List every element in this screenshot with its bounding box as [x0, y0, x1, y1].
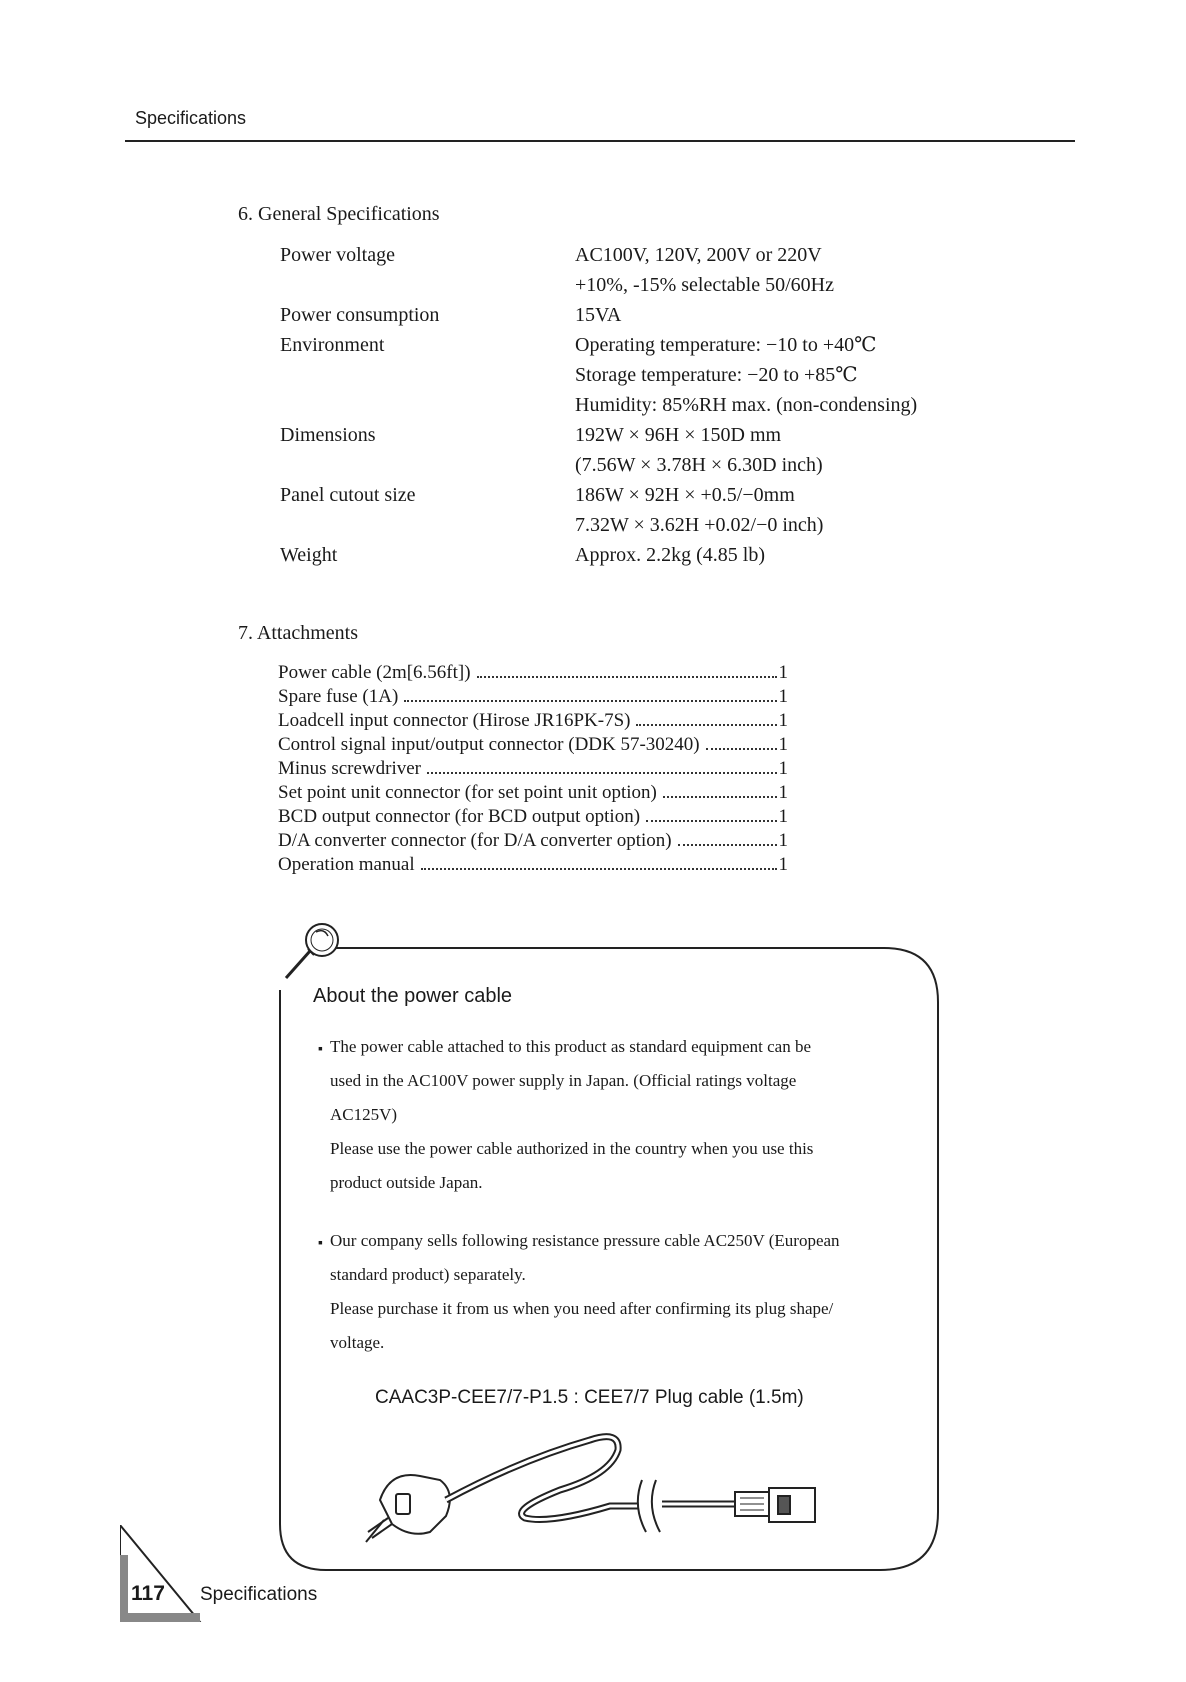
- note-line: The power cable attached to this product as standard equipment can be: [330, 1037, 812, 1056]
- note-line: standard product) separately.: [330, 1265, 526, 1284]
- list-item: [278, 781, 788, 805]
- dot-leader: [477, 676, 777, 678]
- spec-value: 15VA: [575, 304, 622, 326]
- spec-value: 7.32W × 3.62H +0.02/−0 inch): [575, 514, 824, 536]
- item-qty: 1: [778, 830, 788, 851]
- item-name: Control signal input/output connector (DDK 57-30240): [278, 734, 700, 755]
- note-line: Please use the power cable authorized in the country when you use this: [330, 1139, 814, 1158]
- list-item: [278, 805, 788, 829]
- general-specs-title: 6. General Specifications: [238, 203, 440, 225]
- spec-label-power-voltage: Power voltage: [280, 244, 395, 266]
- list-item: [278, 757, 788, 781]
- spec-label-environment: Environment: [280, 334, 385, 356]
- cable-model-caption: CAAC3P-CEE7/7-P1.5 : CEE7/7 Plug cable (1.5m): [375, 1387, 804, 1408]
- dot-leader: [646, 820, 776, 822]
- running-header: Specifications: [135, 108, 247, 128]
- bullet-icon: ▪: [318, 1042, 323, 1057]
- spec-label-weight: Weight: [280, 544, 338, 566]
- attachments-list: [278, 661, 788, 877]
- dot-leader: [663, 796, 777, 798]
- spec-value: AC100V, 120V, 200V or 220V: [575, 244, 822, 266]
- dot-leader: [421, 868, 777, 870]
- spec-value: Storage temperature: −20 to +85℃: [575, 364, 858, 386]
- item-qty: 1: [778, 854, 788, 875]
- power-cable-illustration: [360, 1420, 850, 1560]
- item-qty: 1: [778, 758, 788, 779]
- item-name: Loadcell input connector (Hirose JR16PK-7S): [278, 710, 631, 731]
- item-qty: 1: [778, 662, 788, 683]
- list-item: [278, 661, 788, 685]
- note-line: product outside Japan.: [330, 1173, 483, 1192]
- note-paragraph: [330, 1030, 896, 1200]
- spec-value: Operating temperature: −10 to +40℃: [575, 334, 877, 356]
- item-qty: 1: [778, 686, 788, 707]
- item-qty: 1: [778, 710, 788, 731]
- spec-label-dimensions: Dimensions: [280, 424, 376, 446]
- spec-value: (7.56W × 3.78H × 6.30D inch): [575, 454, 823, 476]
- spec-value: +10%, -15% selectable 50/60Hz: [575, 274, 834, 296]
- dot-leader: [706, 748, 777, 750]
- note-title: About the power cable: [313, 985, 513, 1007]
- item-name: Set point unit connector (for set point unit option): [278, 782, 657, 803]
- note-line: AC125V): [330, 1105, 398, 1124]
- item-name: Power cable (2m[6.56ft]): [278, 662, 471, 683]
- spec-label-power-consumption: Power consumption: [280, 304, 440, 326]
- note-line: voltage.: [330, 1333, 385, 1352]
- item-qty: 1: [778, 782, 788, 803]
- list-item: [278, 829, 788, 853]
- spec-label-panel-cutout: Panel cutout size: [280, 484, 416, 506]
- dot-leader: [427, 772, 777, 774]
- item-name: D/A converter connector (for D/A converter option): [278, 830, 672, 851]
- list-item: [278, 709, 788, 733]
- item-qty: 1: [778, 734, 788, 755]
- spec-value: 186W × 92H × +0.5/−0mm: [575, 484, 795, 506]
- item-name: Minus screwdriver: [278, 758, 421, 779]
- note-line: Please purchase it from us when you need after confirming its plug shape/: [330, 1299, 834, 1318]
- dot-leader: [636, 724, 776, 726]
- attachments-title: 7. Attachments: [238, 622, 358, 644]
- magnifier-icon: [278, 916, 348, 986]
- header-rule: [125, 140, 1075, 142]
- item-name: BCD output connector (for BCD output option): [278, 806, 641, 827]
- spec-value: Humidity: 85%RH max. (non-condensing): [575, 394, 918, 416]
- item-name: Spare fuse (1A): [278, 686, 399, 707]
- note-line: Our company sells following resistance pressure cable AC250V (European: [330, 1231, 840, 1250]
- dot-leader: [404, 700, 776, 702]
- page-corner-tab: [120, 1525, 210, 1622]
- item-name: Operation manual: [278, 854, 415, 875]
- note-line: used in the AC100V power supply in Japan. (Official ratings voltage: [330, 1071, 797, 1090]
- dot-leader: [678, 844, 777, 846]
- list-item: [278, 853, 788, 877]
- list-item: [278, 685, 788, 709]
- footer-label: Specifications: [200, 1584, 318, 1605]
- spec-value: 192W × 96H × 150D mm: [575, 424, 782, 446]
- item-qty: 1: [778, 806, 788, 827]
- spec-value: Approx. 2.2kg (4.85 lb): [575, 544, 765, 566]
- page-number: 117: [131, 1582, 165, 1605]
- bullet-icon: ▪: [318, 1236, 323, 1251]
- list-item: [278, 733, 788, 757]
- note-paragraph: [330, 1224, 896, 1360]
